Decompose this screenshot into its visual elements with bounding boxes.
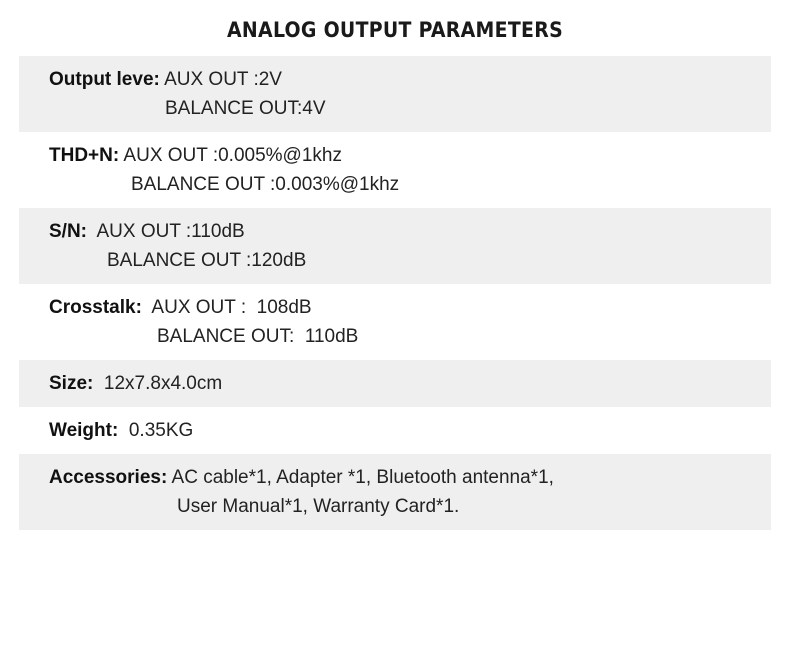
spec-line xyxy=(49,141,771,170)
spec-value: AUX OUT :0.005%@1khz xyxy=(119,145,342,166)
spec-value: AUX OUT :2V xyxy=(159,69,282,90)
spec-line xyxy=(49,170,771,199)
spec-value: AUX OUT : 108dB xyxy=(141,297,312,318)
spec-line xyxy=(49,463,771,492)
specification-list xyxy=(19,56,771,530)
spec-label: Size: xyxy=(49,373,94,394)
spec-value: BALANCE OUT :120dB xyxy=(107,250,307,271)
spec-value: AUX OUT :110dB xyxy=(87,221,245,242)
spec-value: BALANCE OUT :0.003%@1khz xyxy=(131,174,400,195)
spec-value: User Manual*1, Warranty Card*1. xyxy=(177,496,460,517)
spec-line xyxy=(49,217,771,246)
spec-value: AC cable*1, Adapter *1, Bluetooth antenna*1, xyxy=(167,467,554,488)
spec-row-output-level xyxy=(19,56,771,132)
spec-row-size xyxy=(19,360,771,407)
spec-label: S/N: xyxy=(49,221,87,242)
spec-label: THD+N: xyxy=(49,145,120,166)
spec-row-thd-n xyxy=(19,132,771,208)
spec-label: Crosstalk: xyxy=(49,297,142,318)
spec-value: BALANCE OUT:4V xyxy=(165,98,326,119)
spec-value: 12x7.8x4.0cm xyxy=(93,373,223,394)
spec-line xyxy=(49,94,771,123)
spec-line xyxy=(49,322,771,351)
spec-row-signal-to-noise xyxy=(19,208,771,284)
spec-value: 0.35KG xyxy=(118,420,194,441)
spec-row-crosstalk xyxy=(19,284,771,360)
page-title: ANALOG OUTPUT PARAMETERS xyxy=(227,18,563,42)
spec-line xyxy=(49,293,771,322)
page-bottom-spacer xyxy=(0,530,790,596)
spec-line xyxy=(49,65,771,94)
spec-row-accessories xyxy=(19,454,771,530)
spec-row-weight xyxy=(19,407,771,454)
spec-line xyxy=(49,492,771,521)
spec-line xyxy=(49,369,771,398)
spec-label: Weight: xyxy=(49,420,119,441)
spec-label: Output leve: xyxy=(49,69,160,90)
spec-line xyxy=(49,246,771,275)
spec-value: BALANCE OUT: 110dB xyxy=(157,326,359,347)
spec-label: Accessories: xyxy=(49,467,168,488)
spec-line xyxy=(49,416,771,445)
